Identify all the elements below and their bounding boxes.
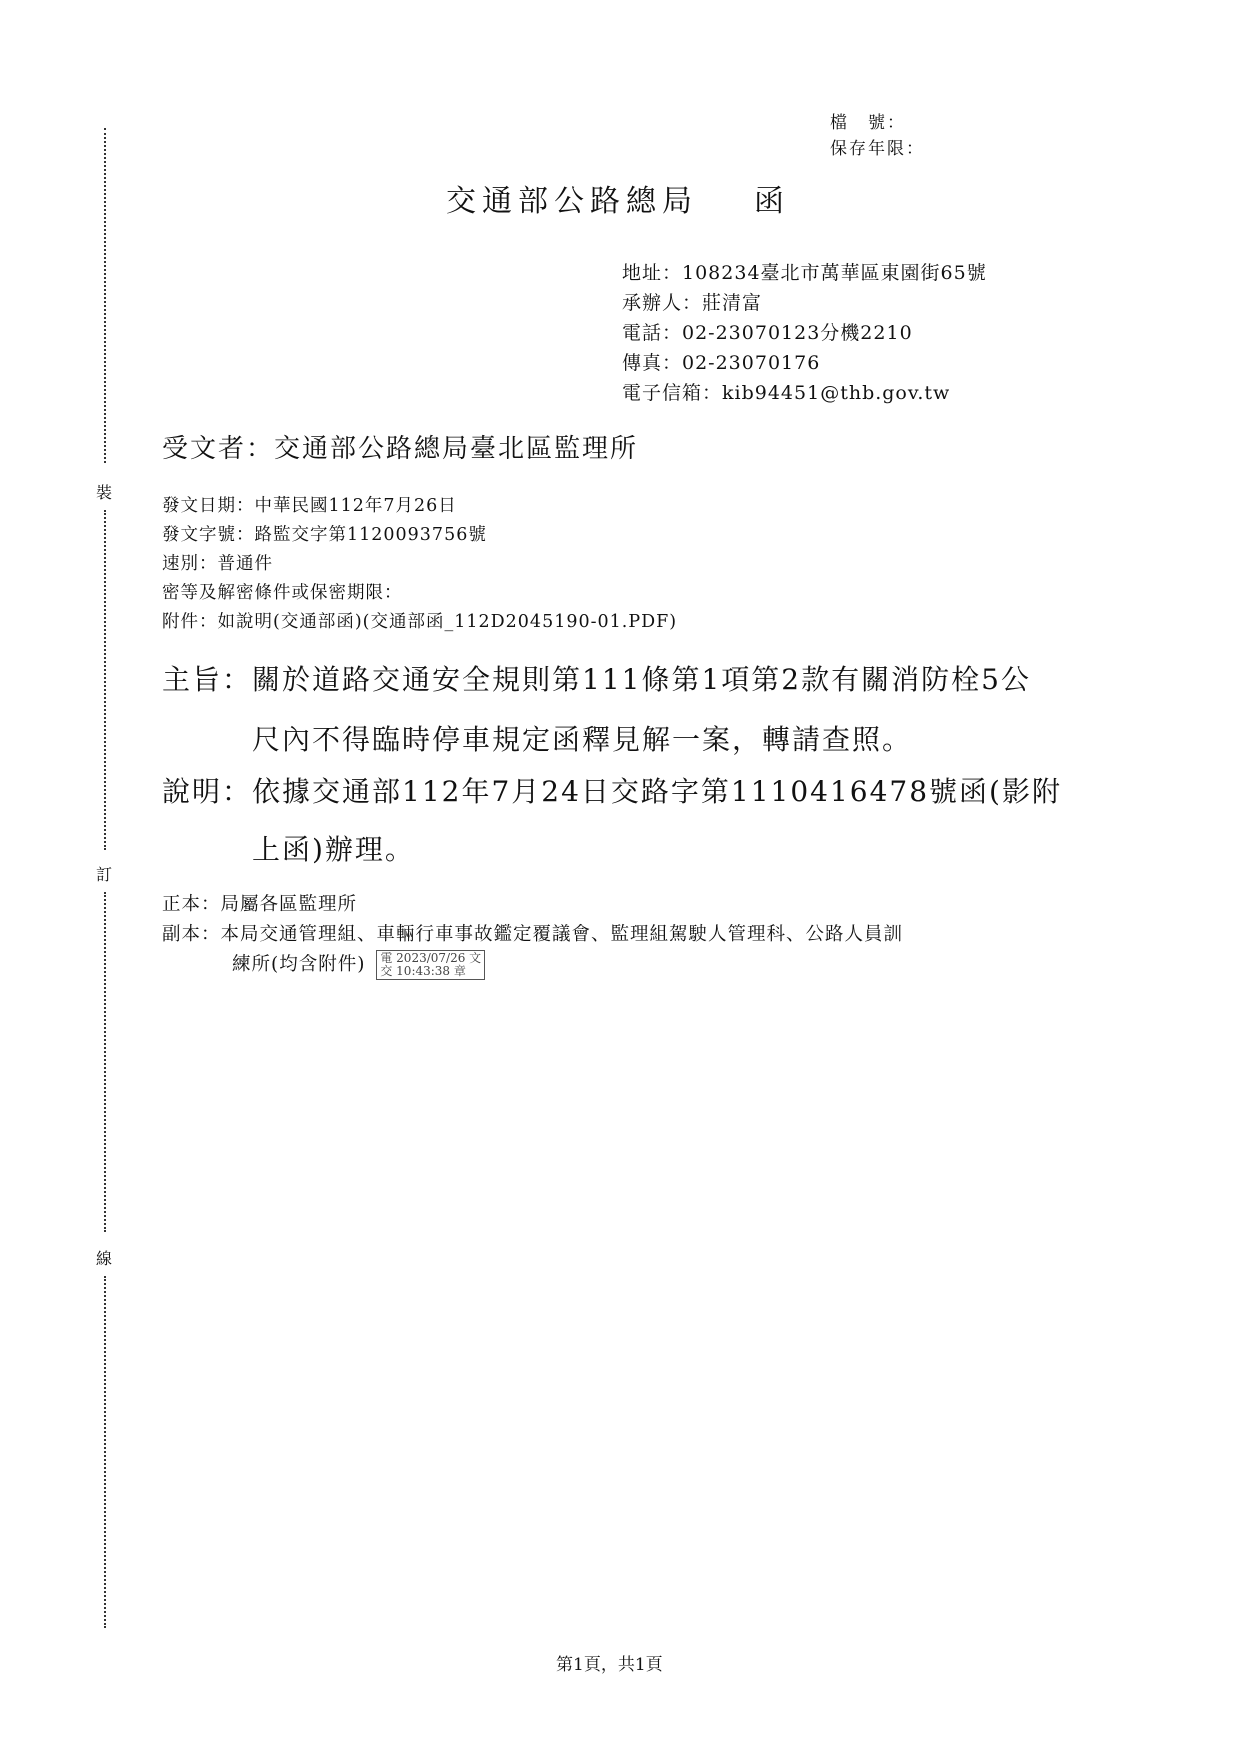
electronic-seal-stamp: 電 2023/07/26 文 交 10:43:38 章 <box>376 950 485 980</box>
contact-fax: 傳真：02-23070176 <box>622 352 821 374</box>
issue-date: 發文日期：中華民國112年7月26日 <box>162 496 457 516</box>
retention-period-label: 保存年限： <box>830 139 925 159</box>
copy-recipients-line-1: 副本：本局交通管理組、車輛行車事故鑑定覆議會、監理組駕駛人管理科、公路人員訓 <box>162 924 904 945</box>
attachment-info: 附件：如說明(交通部函)(交通部函_112D2045190-01.PDF) <box>162 612 678 632</box>
binding-char-ding: 訂 <box>96 865 113 884</box>
recipient: 受文者：交通部公路總局臺北區監理所 <box>162 434 639 464</box>
contact-handler: 承辦人：莊清富 <box>622 292 763 314</box>
explanation-line-2: 上函)辦理。 <box>252 833 415 866</box>
binding-char-zhuang: 裝 <box>96 483 113 502</box>
document-type: 函 <box>754 184 790 219</box>
contact-email: 電子信箱：kib94451@thb.gov.tw <box>622 382 951 404</box>
classification-level: 密等及解密條件或保密期限： <box>162 583 403 603</box>
document-title <box>446 176 790 220</box>
delivery-speed: 速別：普通件 <box>162 554 273 574</box>
copy-recipients-line-2-text: 練所(均含附件) <box>232 954 366 975</box>
agency-name: 交通部公路總局 <box>446 184 698 219</box>
file-number-label: 檔 號： <box>830 113 906 133</box>
contact-phone: 電話：02-23070123分機2210 <box>622 322 913 344</box>
original-recipients: 正本：局屬各區監理所 <box>162 894 358 915</box>
explanation-line-1: 說明：依據交通部112年7月24日交路字第1110416478號函(影附 <box>162 775 1062 808</box>
subject-line-2: 尺內不得臨時停車規定函釋見解一案，轉請查照。 <box>252 723 913 756</box>
binding-dotted-line <box>104 510 106 850</box>
binding-dotted-line <box>104 1276 106 1628</box>
subject-line-1: 主旨：關於道路交通安全規則第111條第1項第2款有關消防栓5公 <box>162 663 1031 696</box>
copy-recipients-line-2 <box>232 950 485 980</box>
document-number: 發文字號：路監交字第1120093756號 <box>162 525 487 545</box>
contact-address: 地址：108234臺北市萬華區東園街65號 <box>622 262 987 284</box>
binding-char-xian: 線 <box>96 1249 113 1268</box>
page-footer: 第1頁，共1頁 <box>556 1655 663 1675</box>
binding-dotted-line <box>104 892 106 1232</box>
binding-dotted-line <box>104 128 106 463</box>
